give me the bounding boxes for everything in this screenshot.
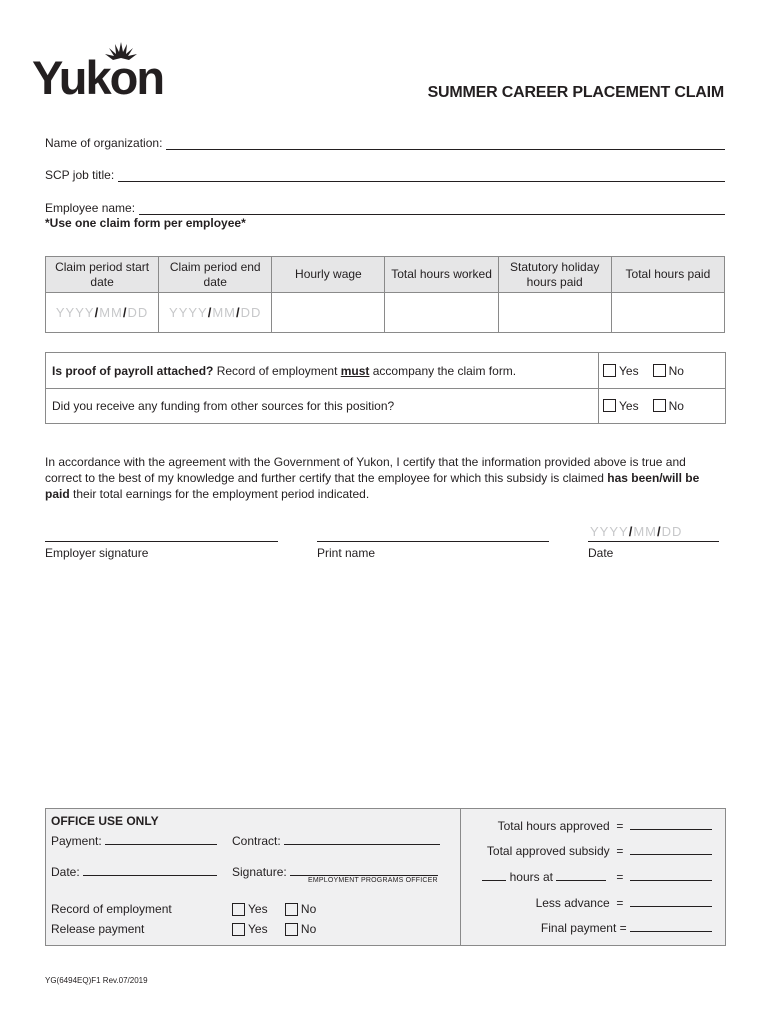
funding-yes-option[interactable]: Yes: [603, 399, 639, 413]
signature-date-placeholder[interactable]: YYYY/MM/DD: [590, 524, 683, 539]
funding-yes-checkbox[interactable]: [603, 399, 616, 412]
roe-yes-option[interactable]: Yes: [232, 902, 268, 916]
date-label: Date: [588, 546, 614, 560]
employee-name-field[interactable]: [45, 199, 725, 215]
hours-at-field[interactable]: hours at =: [482, 869, 712, 884]
employer-signature-label: Employer signature: [45, 546, 149, 560]
job-title-input-line[interactable]: [118, 169, 725, 182]
office-date-field[interactable]: Date:: [51, 864, 217, 879]
date-line[interactable]: [588, 540, 719, 542]
organization-field[interactable]: [45, 134, 725, 150]
job-title-field[interactable]: [45, 166, 725, 182]
employer-signature-line[interactable]: [45, 540, 278, 542]
total-hours-approved-field[interactable]: Total hours approved =: [498, 818, 712, 833]
end-date-cell[interactable]: YYYY/MM/DD: [159, 293, 272, 333]
funding-no-checkbox[interactable]: [653, 399, 666, 412]
job-title-label: SCP job title:: [45, 168, 115, 182]
col-total-hours-paid: Total hours paid: [611, 257, 724, 293]
col-start-date: Claim period start date: [46, 257, 159, 293]
roe-yes-checkbox[interactable]: [232, 903, 245, 916]
payroll-no-checkbox[interactable]: [653, 364, 666, 377]
employee-name-label: Employee name:: [45, 201, 136, 215]
release-yes-option[interactable]: Yes: [232, 922, 268, 936]
print-name-label: Print name: [317, 546, 376, 560]
payroll-yes-option[interactable]: Yes: [603, 364, 639, 378]
record-of-employment-label: Record of employment: [51, 902, 172, 916]
col-hourly-wage: Hourly wage: [272, 257, 385, 293]
funding-no-option[interactable]: No: [653, 399, 684, 413]
employee-name-input-line[interactable]: [139, 202, 725, 215]
payroll-no-option[interactable]: No: [653, 364, 684, 378]
certification-text: In accordance with the agreement with the Government of Yukon, I certify that the information provided above is true and correct to the best of my knowledge and further certify that the employee for which this subsidy is claimed has been/will be paid their total earnings for the employment period indicated.: [45, 455, 700, 501]
roe-no-option[interactable]: No: [285, 902, 316, 916]
release-yes-checkbox[interactable]: [232, 923, 245, 936]
claim-period-table: [45, 256, 725, 333]
officer-signature-field[interactable]: Signature:: [232, 864, 438, 879]
payroll-yes-checkbox[interactable]: [603, 364, 616, 377]
release-no-option[interactable]: No: [285, 922, 316, 936]
questions-box: [45, 352, 726, 424]
hourly-wage-cell[interactable]: [272, 293, 385, 333]
holiday-hours-cell[interactable]: [498, 293, 611, 333]
col-end-date: Claim period end date: [159, 257, 272, 293]
final-payment-field[interactable]: Final payment =: [541, 920, 712, 935]
yukon-logo: Yukon: [32, 51, 164, 104]
col-holiday-hours: Statutory holiday hours paid: [498, 257, 611, 293]
form-code: YG(6494EQ)F1 Rev.07/2019: [45, 976, 148, 985]
payroll-proof-row: [46, 353, 725, 388]
contract-field[interactable]: Contract:: [232, 833, 440, 848]
one-claim-note: *Use one claim form per employee*: [45, 216, 246, 230]
release-options: [232, 922, 330, 939]
roe-options: [232, 902, 330, 919]
office-use-heading: OFFICE USE ONLY: [51, 814, 159, 828]
total-hours-cell[interactable]: [385, 293, 498, 333]
officer-title-caption: EMPLOYMENT PROGRAMS OFFICER: [308, 877, 438, 884]
print-name-line[interactable]: [317, 540, 549, 542]
payroll-proof-question: Is proof of payroll attached? Record of employment must accompany the claim form.: [52, 363, 517, 378]
roe-no-checkbox[interactable]: [285, 903, 298, 916]
other-funding-question: Did you receive any funding from other sources for this position?: [52, 398, 395, 413]
start-date-cell[interactable]: YYYY/MM/DD: [46, 293, 159, 333]
release-no-checkbox[interactable]: [285, 923, 298, 936]
other-funding-row: [46, 388, 725, 423]
organization-input-line[interactable]: [166, 137, 725, 150]
total-approved-subsidy-field[interactable]: Total approved subsidy =: [487, 843, 712, 858]
office-use-box: [45, 808, 726, 946]
col-total-hours: Total hours worked: [385, 257, 498, 293]
payment-field[interactable]: Payment:: [51, 833, 217, 848]
form-title: SUMMER CAREER PLACEMENT CLAIM: [427, 84, 724, 101]
organization-label: Name of organization:: [45, 136, 163, 150]
less-advance-field[interactable]: Less advance =: [536, 895, 712, 910]
release-payment-label: Release payment: [51, 922, 145, 936]
total-hours-paid-cell[interactable]: [611, 293, 724, 333]
